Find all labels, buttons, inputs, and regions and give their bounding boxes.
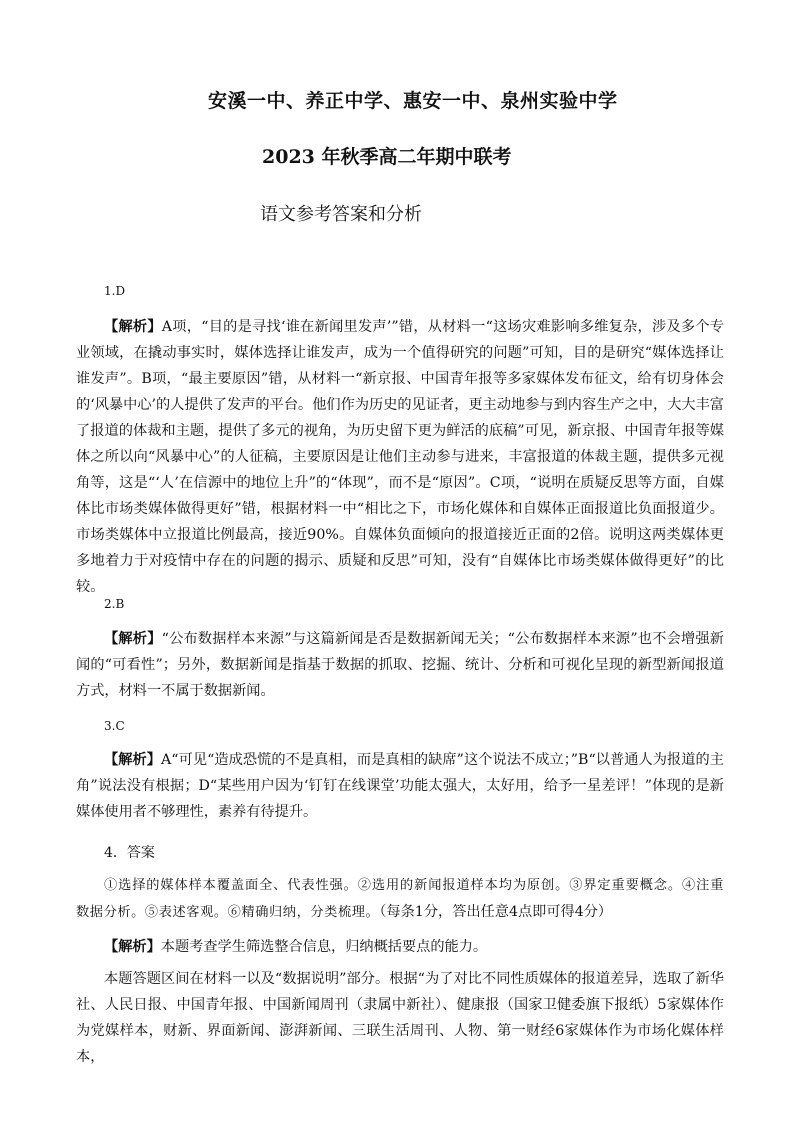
header-exam-title: 2023 年秋季高二年期中联考 xyxy=(262,146,512,168)
question-4-analysis-text: 本题考查学生筛选整合信息，归纳概括要点的能力。 xyxy=(160,939,488,955)
question-4-number: 4．答案 xyxy=(104,845,155,861)
question-4-answer xyxy=(76,872,724,926)
question-1-text: A项，“目的是寻找‘谁在新闻里发声’”错，从材料一“这场灾难影响多维复杂，涉及多个专业领域，在撬动事实时，媒体选择让谁发声，成为一个值得研究的问题”可知，目的是研究“媒体选择让谁发声”。B项，“最主要原因”错，从材料一“新京报、中国青年报等多家媒体发布征文，给有切身体会的‘风暴中心’的人提供了发声的平台。他们作为历史的见证者，更主动地参与到内容生产之中，大大丰富了报道的体裁和主题，提供了多元的视角，为历史留下更为鲜活的底稿”可见，新京报、中国青年报等媒体之所以向“风暴中心”的人征稿，主要原因是让他们主动参与进来，丰富报道的体裁主题，提供多元视角等，这是“‘人’在信源中的地位上升”的“体现”，而不是“原因”。C项，“说明在质疑反思等方面，自媒体比市场类媒体做得更好”错，根据材料一中“相比之下，市场化媒体和自媒体正面报道比负面报道少。市场类媒体中立报道比例最高，接近90%。自媒体负面倾向的报道接近正面的2倍。说明这两类媒体更多地着力于对疫情中存在的问题的揭示、质疑和反思”可知，没有“自媒体比市场类媒体做得更好”的比较。 xyxy=(76,319,724,595)
question-3-text: A“可见“造成恐慌的不是真相，而是真相的缺席”这个说法不成立；”B“以普通人为报道的主角”说法没有根据；D“某些用户因为‘钉钉在线课堂’功能太强大，太好用，给予一星差评！”体现的是新媒体使用者不够理性，素养有待提升。 xyxy=(76,752,724,820)
header-schools: 安溪一中、养正中学、惠安一中、泉州实验中学 xyxy=(208,90,618,112)
question-2-number: 2.B xyxy=(104,597,125,611)
analysis-label: 【解析】 xyxy=(104,752,162,768)
analysis-label: 【解析】 xyxy=(104,631,162,647)
question-4-scoring: （每条1分，答出任意4点即可得4分） xyxy=(379,904,613,920)
question-4-detail: 本题答题区间在材料一以及“数据说明”部分。根据“为了对比不同性质媒体的报道差异，选取了新华社、人民日报、中国青年报、中国新闻周刊（隶属中新社）、健康报（国家卫健委旗下报纸）5家媒体作为党媒样本，财新、界面新闻、澎湃新闻、三联生活周刊、人物、第一财经6家媒体作为市场化媒体样本， xyxy=(76,971,724,1065)
question-2-analysis xyxy=(76,626,724,704)
question-1-number: 1.D xyxy=(104,284,126,298)
question-3-analysis xyxy=(76,747,724,825)
question-1-analysis xyxy=(76,314,724,600)
question-4-answer-points: ①选择的媒体样本覆盖面全、代表性强。②选用的新闻报道样本均为原创。③界定重要概念。④注重数据分析。⑤表述客观。⑥精确归纳，分类梳理。 xyxy=(76,878,724,920)
analysis-label: 【解析】 xyxy=(104,319,162,335)
analysis-label: 【解析】 xyxy=(104,939,161,955)
question-4-analysis xyxy=(76,934,724,960)
question-2-text: “公布数据样本来源”与这篇新闻是否是数据新闻无关；“公布数据样本来源”也不会增强新闻的“可看性”；另外，数据新闻是指基于数据的抓取、挖掘、统计、分析和可视化呈现的新型新闻报道方式，材料一不属于数据新闻。 xyxy=(76,631,724,699)
header-subject: 语文参考答案和分析 xyxy=(260,204,422,225)
question-3-number: 3.C xyxy=(104,719,125,733)
